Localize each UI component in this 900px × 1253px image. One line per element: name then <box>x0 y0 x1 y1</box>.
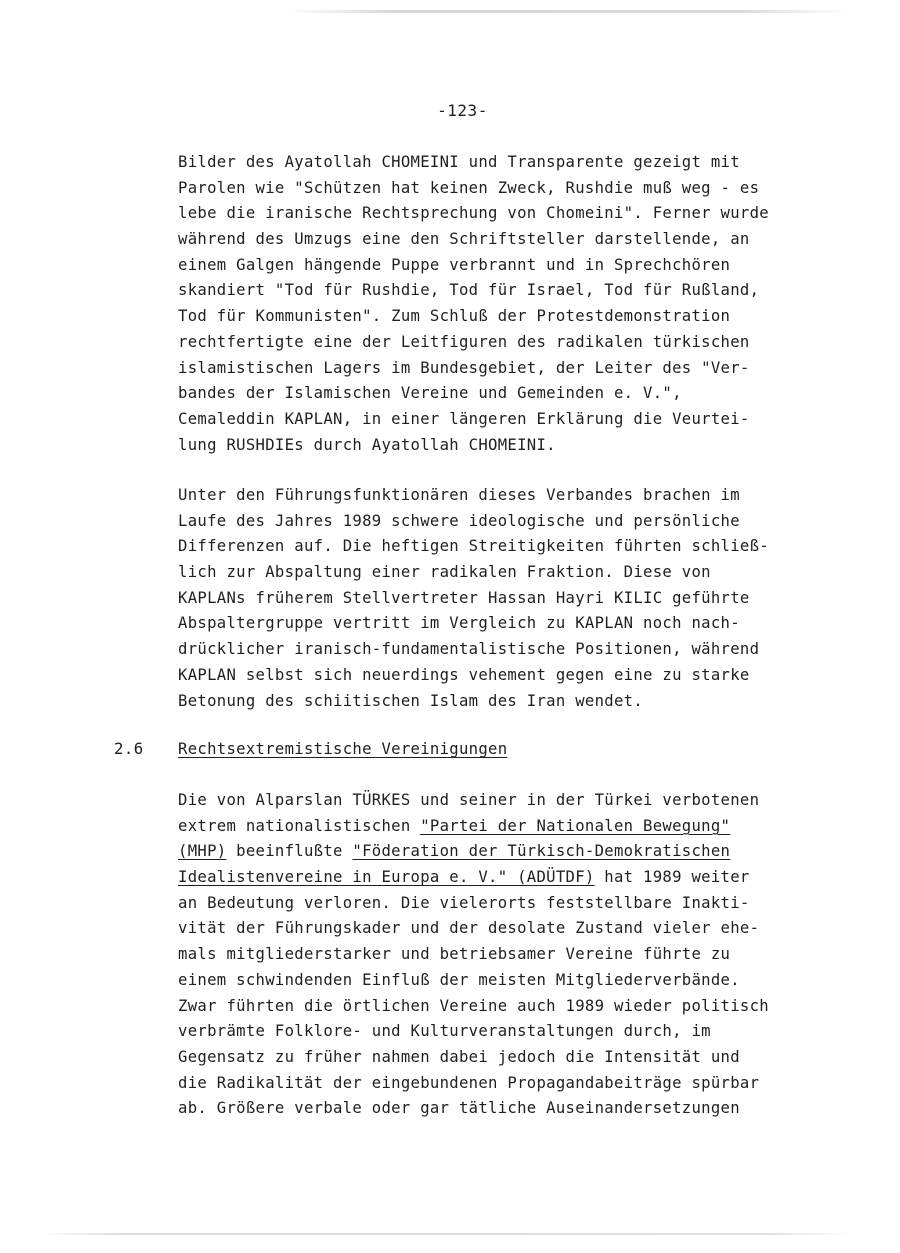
text-line: Unter den Führungsfunktionären dieses Verbandes brachen im <box>178 486 740 504</box>
mhp-abbreviation: (MHP) <box>178 842 227 861</box>
paragraph-1 <box>178 150 828 458</box>
text-line: bandes der Islamischen Vereine und Gemeinden e. V.", <box>178 384 682 403</box>
text-line: Betonung des schiitischen Islam des Iran wendet. <box>178 691 644 710</box>
paragraph-3 <box>178 788 828 1122</box>
text-line: Bilder des Ayatollah CHOMEINI und Transparente gezeigt mit <box>178 153 740 171</box>
paragraph-2 <box>178 483 828 714</box>
text-line: vität der Führungskader und der desolate Zustand vieler ehe- <box>178 919 760 938</box>
text-line: drücklicher iranisch-fundamentalistische Positionen, während <box>178 640 760 659</box>
text-line: Tod für Kommunisten". Zum Schluß der Protestdemonstration <box>178 307 731 326</box>
text-line: lebe die iranische Rechtsprechung von Chomeini". Ferner wurde <box>178 204 769 223</box>
text-line: Gegensatz zu früher nahmen dabei jedoch die Intensität und <box>178 1047 740 1066</box>
text-line <box>178 814 828 840</box>
text-line: während des Umzugs eine den Schriftsteller darstellende, an <box>178 230 750 249</box>
section-number: 2.6 <box>114 740 144 758</box>
text-line <box>178 865 828 891</box>
text-line: an Bedeutung verloren. Die vielerorts feststellbare Inakti- <box>178 893 750 912</box>
text-line: einem Galgen hängende Puppe verbrannt und in Sprechchören <box>178 255 731 274</box>
text-line: verbrämte Folklore- und Kulturveranstaltungen durch, im <box>178 1022 711 1041</box>
text-line: Differenzen auf. Die heftigen Streitigkeiten führten schließ- <box>178 537 769 556</box>
text-line: ab. Größere verbale oder gar tätliche Auseinandersetzungen <box>178 1099 740 1118</box>
text-line: KAPLANs früherem Stellvertreter Hassan Hayri KILIC geführte <box>178 588 750 607</box>
section-title: Rechtsextremistische Vereinigungen <box>178 740 508 758</box>
text-line: Zwar führten die örtlichen Vereine auch 1989 wieder politisch <box>178 996 769 1015</box>
text-line: rechtfertigte eine der Leitfiguren des radikalen türkischen <box>178 332 750 351</box>
text-line: Abspaltergruppe vertritt im Vergleich zu KAPLAN noch nach- <box>178 614 740 633</box>
text-line: lich zur Abspaltung einer radikalen Fraktion. Diese von <box>178 563 711 582</box>
text-line: islamistischen Lagers im Bundesgebiet, der Leiter des "Ver- <box>178 358 750 377</box>
text-line: skandiert "Tod für Rushdie, Tod für Israel, Tod für Rußland, <box>178 281 760 300</box>
text-line: KAPLAN selbst sich neuerdings vehement gegen eine zu starke <box>178 665 750 684</box>
text-line: Die von Alparslan TÜRKES und seiner in der Türkei verbotenen <box>178 791 760 809</box>
scan-edge-top <box>285 10 850 13</box>
text-line: lung RUSHDIEs durch Ayatollah CHOMEINI. <box>178 435 556 454</box>
text-segment: beeinflußte <box>226 842 353 861</box>
text-line: Laufe des Jahres 1989 schwere ideologische und persönliche <box>178 511 740 530</box>
text-line: Cemaleddin KAPLAN, in einer längeren Erklärung die Veurtei- <box>178 409 750 428</box>
text-line: einem schwindenden Einfluß der meisten Mitgliederverbände. <box>178 970 740 989</box>
text-line: die Radikalität der eingebundenen Propagandabeiträge spürbar <box>178 1073 760 1092</box>
scan-edge-bottom <box>40 1233 850 1235</box>
federation-name-continued: Idealistenvereine in Europa e. V." (ADÜTDF) <box>178 868 595 887</box>
text-segment: hat 1989 weiter <box>594 868 750 887</box>
text-line <box>178 839 828 865</box>
party-name-mhp: "Partei der Nationalen Bewegung" <box>420 816 731 835</box>
text-line: Parolen wie "Schützen hat keinen Zweck, Rushdie muß weg - es <box>178 178 760 197</box>
page-number: -123- <box>437 101 488 120</box>
federation-name: "Föderation der Türkisch-Demokratischen <box>352 842 731 861</box>
text-line: mals mitgliederstarker und betriebsamer Vereine führte zu <box>178 945 731 964</box>
text-segment: extrem nationalistischen <box>178 816 421 835</box>
